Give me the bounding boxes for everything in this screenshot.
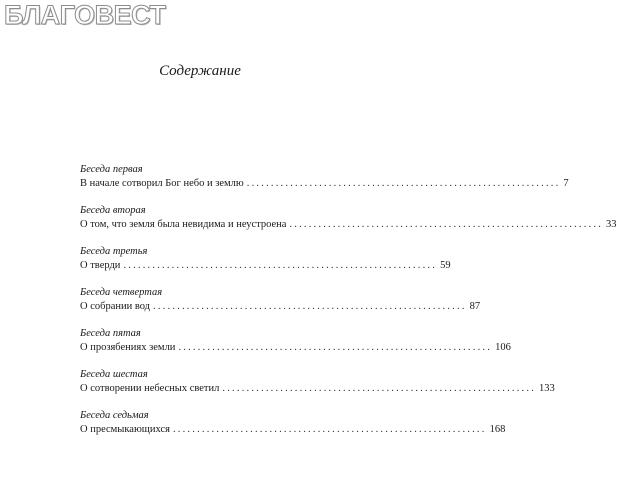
dot-leader: ................................................................. xyxy=(172,424,487,435)
toc-entry-title: О собрании вод xyxy=(80,301,151,312)
toc-entry-title: О тверди xyxy=(80,260,121,271)
toc-entry-title: О сотворении небесных светил xyxy=(80,383,220,394)
toc-entry-line xyxy=(80,300,481,314)
toc-entry-heading: Беседа вторая xyxy=(80,205,146,216)
watermark-logo: БЛАГОВЕСТ xyxy=(4,0,166,30)
toc-entry-heading: Беседа первая xyxy=(80,164,143,175)
toc-entry-line xyxy=(80,423,506,437)
dot-leader: ................................................................. xyxy=(178,342,493,353)
toc-entry xyxy=(80,163,569,191)
toc-entry xyxy=(80,245,451,273)
toc-page-number: 106 xyxy=(495,342,511,353)
toc-page-number: 33 xyxy=(606,219,617,230)
toc-entry-title: О том, что земля была невидима и неустроена xyxy=(80,219,287,230)
toc-page-number: 87 xyxy=(469,301,481,312)
toc-entry-line xyxy=(80,259,451,273)
toc-page-number: 59 xyxy=(440,260,451,271)
dot-leader: ................................................................. xyxy=(222,383,537,394)
toc-entry-heading: Беседа третья xyxy=(80,246,148,257)
dot-leader: ................................................................. xyxy=(153,301,467,312)
dot-leader: ................................................................. xyxy=(289,219,604,230)
toc-entry xyxy=(80,327,511,355)
toc-entry-title: В начале сотворил Бог небо и землю xyxy=(80,178,244,189)
toc-entry xyxy=(80,204,617,232)
toc-page-number: 7 xyxy=(563,178,569,189)
toc-entry xyxy=(80,368,555,396)
toc-entry-heading: Беседа пятая xyxy=(80,328,141,339)
toc-entry-heading: Беседа четвертая xyxy=(80,287,163,298)
toc-entry xyxy=(80,409,506,437)
toc-entry-heading: Беседа шестая xyxy=(80,369,148,380)
dot-leader: ................................................................. xyxy=(123,260,438,271)
toc-entry-line xyxy=(80,382,555,396)
toc-page-number: 168 xyxy=(489,424,506,435)
toc-entry-line xyxy=(80,177,569,191)
toc-entry-title: О пресмыкающихся xyxy=(80,424,170,435)
page-title: Содержание xyxy=(159,63,241,79)
toc-entry-line xyxy=(80,218,617,232)
toc-entry-title: О прозябениях земли xyxy=(80,342,176,353)
toc-entry-line xyxy=(80,341,511,355)
table-of-contents xyxy=(80,163,617,450)
toc-entry xyxy=(80,286,481,314)
toc-page-number: 133 xyxy=(539,383,555,394)
dot-leader: ................................................................. xyxy=(246,178,561,189)
toc-entry-heading: Беседа седьмая xyxy=(80,410,149,421)
